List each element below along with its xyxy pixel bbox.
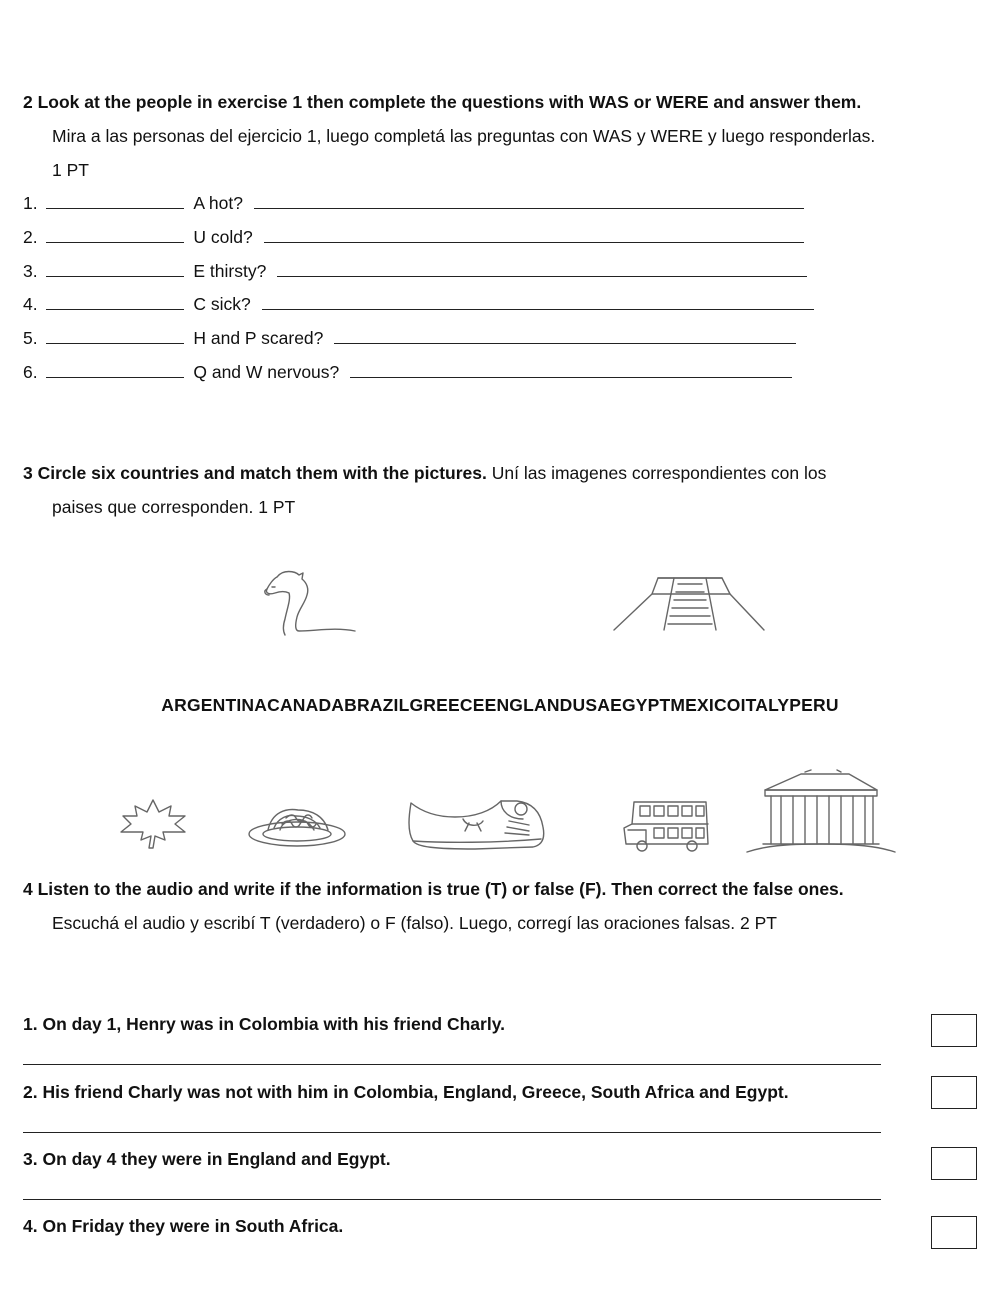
- country-letter-string[interactable]: ARGENTINACANADABRAZILGREECEENGLANDUSAEGYPTMEXICOITALYPERU: [161, 695, 839, 715]
- answer-blank[interactable]: [277, 261, 807, 277]
- correction-line[interactable]: [23, 1064, 881, 1065]
- was-were-blank[interactable]: [46, 193, 184, 209]
- exercise-3-instruction: Uní las imagenes correspondientes con los: [491, 463, 827, 483]
- true-false-box[interactable]: [931, 1147, 977, 1180]
- exercise-4-title: 4 Listen to the audio and write if the information is true (T) or false (F). Then correct the false ones.: [23, 879, 844, 899]
- true-false-box[interactable]: [931, 1216, 977, 1249]
- exercise-3-instruction-cont: paises que corresponden. 1 PT: [52, 497, 296, 517]
- llama-icon[interactable]: [255, 565, 365, 645]
- statement: 1. On day 1, Henry was in Colombia with his friend Charly.: [23, 1014, 506, 1034]
- true-false-box[interactable]: [931, 1076, 977, 1109]
- exercise-3-heading: [23, 463, 826, 484]
- double-decker-bus-icon[interactable]: [620, 798, 712, 854]
- answer-blank[interactable]: [350, 362, 792, 378]
- exercise-4-instruction: Escuchá el audio y escribí T (verdadero) o F (falso). Luego, corregí las oraciones falsas. 2 PT: [52, 913, 777, 933]
- question-row: [23, 193, 804, 214]
- correction-line[interactable]: [23, 1132, 881, 1133]
- maple-leaf-icon[interactable]: [117, 798, 189, 850]
- statement: 2. His friend Charly was not with him in Colombia, England, Greece, South Africa and Egypt.: [23, 1082, 789, 1102]
- question-number: 4.: [23, 294, 38, 314]
- question-text: C sick?: [193, 294, 251, 314]
- spaghetti-icon[interactable]: [246, 800, 348, 852]
- answer-blank[interactable]: [254, 193, 804, 209]
- statement: 3. On day 4 they were in England and Egypt.: [23, 1149, 391, 1169]
- question-row: [23, 294, 814, 315]
- exercise-3-title: 3 Circle six countries and match them with the pictures.: [23, 463, 487, 483]
- question-text: A hot?: [193, 193, 243, 213]
- question-row: [23, 362, 792, 383]
- exercise-2-title: 2 Look at the people in exercise 1 then complete the questions with WAS or WERE and answer them.: [23, 92, 862, 112]
- shoe-icon[interactable]: [405, 797, 547, 853]
- question-row: [23, 227, 804, 248]
- question-number: 6.: [23, 362, 38, 382]
- question-number: 1.: [23, 193, 38, 213]
- exercise-2-instruction: Mira a las personas del ejercicio 1, luego completá las preguntas con WAS y WERE y luego responderlas.: [52, 126, 876, 146]
- answer-blank[interactable]: [262, 294, 814, 310]
- was-were-blank[interactable]: [46, 261, 184, 277]
- greek-temple-icon[interactable]: [745, 770, 897, 854]
- statement: 4. On Friday they were in South Africa.: [23, 1216, 344, 1236]
- correction-line[interactable]: [23, 1199, 881, 1200]
- question-text: H and P scared?: [193, 328, 324, 348]
- was-were-blank[interactable]: [46, 362, 184, 378]
- was-were-blank[interactable]: [46, 328, 184, 344]
- question-number: 2.: [23, 227, 38, 247]
- question-text: U cold?: [193, 227, 253, 247]
- true-false-box[interactable]: [931, 1014, 977, 1047]
- pyramid-icon[interactable]: [612, 572, 767, 632]
- question-text: E thirsty?: [193, 261, 267, 281]
- question-text: Q and W nervous?: [193, 362, 340, 382]
- question-number: 3.: [23, 261, 38, 281]
- answer-blank[interactable]: [334, 328, 796, 344]
- question-row: [23, 328, 796, 349]
- question-row: [23, 261, 807, 282]
- answer-blank[interactable]: [264, 227, 804, 243]
- question-number: 5.: [23, 328, 38, 348]
- was-were-blank[interactable]: [46, 227, 184, 243]
- was-were-blank[interactable]: [46, 294, 184, 310]
- exercise-2-points: 1 PT: [52, 160, 89, 180]
